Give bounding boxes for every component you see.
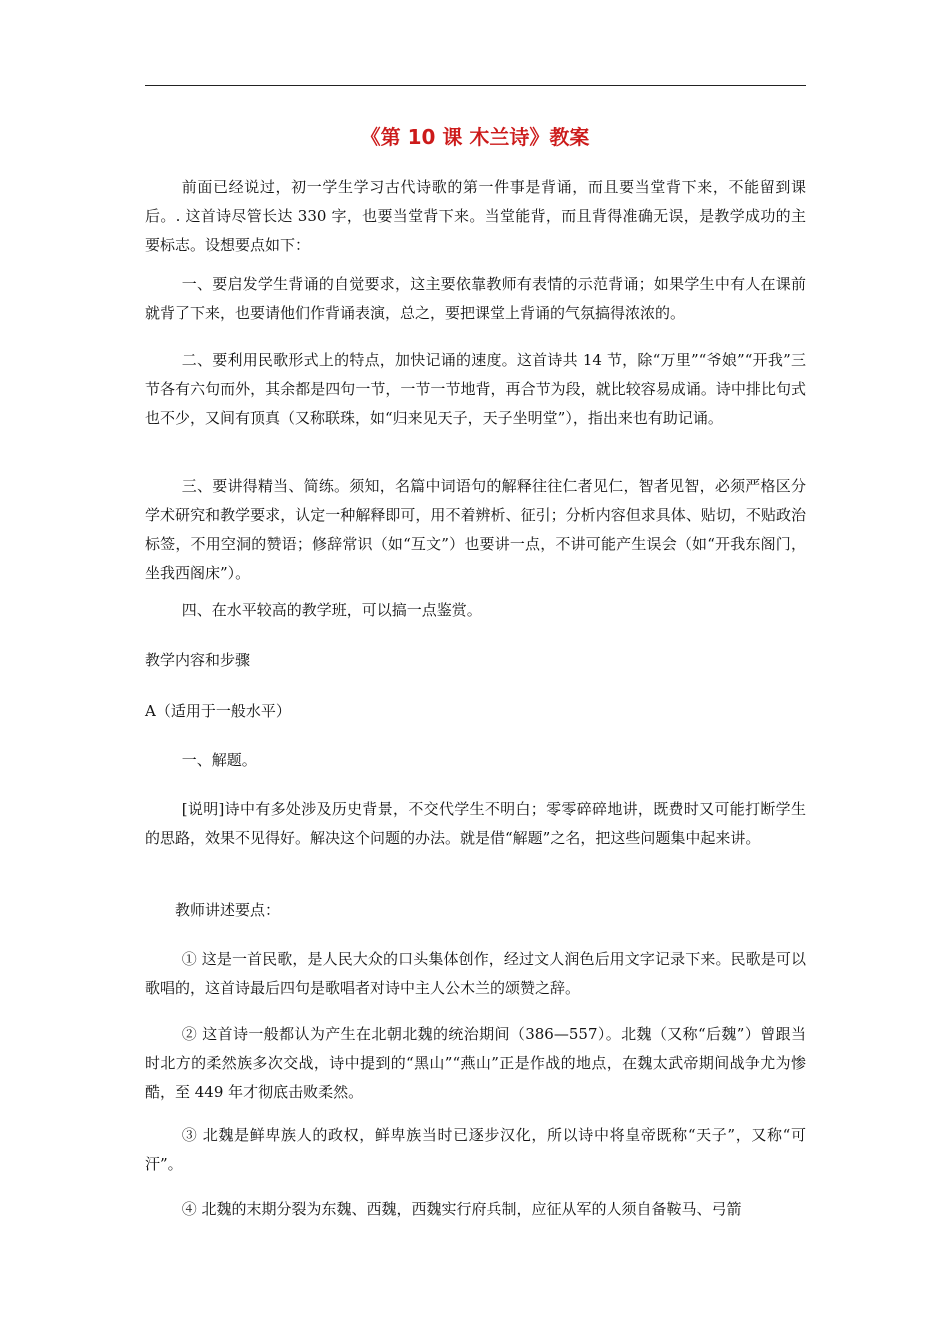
document-title: 《第 10 课 木兰诗》教案 bbox=[360, 125, 590, 149]
point-three: 三、要讲得精当、简练。须知，名篇中词语句的解释往往仁者见仁，智者见智，必须严格区分学术研究和教学要求，认定一种解释即可，用不着辨析、征引；分析内容但求具体、贴切，不贴政治标签，不用空洞的赞语；修辞常识（如“互文”）也要讲一点，不讲可能产生误会（如“开我东阁门，坐我西阁床”）。 bbox=[145, 477, 806, 582]
section-heading: 教学内容和步骤 bbox=[145, 651, 251, 669]
explanation-paragraph: [说明]诗中有多处涉及历史背景，不交代学生不明白；零零碎碎地讲，既费时又可能打断学生的思路，效果不见得好。解决这个问题的办法。就是借“解题”之名，把这些问题集中起来讲。 bbox=[145, 800, 806, 847]
note-one: ① 这是一首民歌，是人民大众的口头集体创作，经过文人润色后用文字记录下来。民歌是可以歌唱的，这首诗最后四句是歌唱者对诗中主人公木兰的颂赞之辞。 bbox=[145, 950, 806, 997]
note-two: ② 这首诗一般都认为产生在北朝北魏的统治期间（386—557）。北魏（又称“后魏”）曾跟当时北方的柔然族多次交战，诗中提到的“黑山”“燕山”正是作战的地点，在魏太武帝期间战争尤为惨酷，至 449 年才彻底击败柔然。 bbox=[145, 1025, 806, 1101]
note-three: ③ 北魏是鲜卑族人的政权，鲜卑族当时已逐步汉化，所以诗中将皇帝既称“天子”，又称“可汗”。 bbox=[145, 1126, 806, 1173]
header-rule bbox=[145, 85, 806, 86]
level-heading: A（适用于一般水平） bbox=[145, 702, 291, 720]
point-four: 四、在水平较高的教学班，可以搞一点鉴赏。 bbox=[181, 601, 482, 619]
note-four: ④ 北魏的末期分裂为东魏、西魏，西魏实行府兵制，应征从军的人须自备鞍马、弓箭 bbox=[181, 1200, 742, 1218]
point-two: 二、要利用民歌形式上的特点，加快记诵的速度。这首诗共 14 节，除“万里”“爷娘”“开我”三节各有六句而外，其余都是四句一节，一节一节地背，再合节为段，就比较容易成诵。诗中排比句式也不少，又间有顶真（又称联珠，如“归来见天子，天子坐明堂”），指出来也有助记诵。 bbox=[145, 351, 806, 427]
intro-paragraph: 前面已经说过，初一学生学习古代诗歌的第一件事是背诵，而且要当堂背下来，不能留到课后。. 这首诗尽管长达 330 字，也要当堂背下来。当堂能背，而且背得准确无误，是教学成功的主要标志。设想要点如下： bbox=[145, 178, 806, 254]
step-one-heading: 一、解题。 bbox=[181, 751, 257, 769]
teacher-points-heading: 教师讲述要点： bbox=[175, 901, 281, 919]
point-one: 一、要启发学生背诵的自觉要求，这主要依靠教师有表情的示范背诵；如果学生中有人在课前就背了下来，也要请他们作背诵表演，总之，要把课堂上背诵的气氛搞得浓浓的。 bbox=[145, 275, 806, 322]
